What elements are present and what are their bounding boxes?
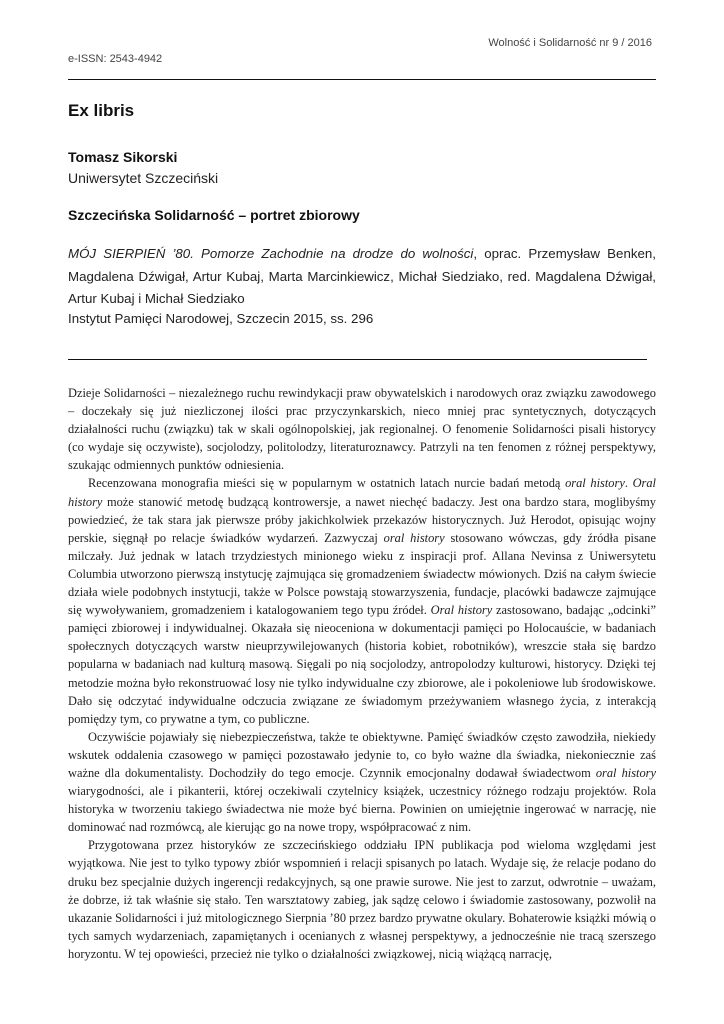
- review-body: [68, 384, 656, 963]
- review-title: Szczecińska Solidarność – portret zbiorowy: [68, 207, 360, 223]
- reference-divider: [68, 359, 647, 360]
- book-reference: [68, 243, 656, 311]
- paragraph-1: Dzieje Solidarności – niezależnego ruchu rewindykacji praw obywatelskich i narodowych oraz związku zawodowego – doczekały się już niezliczonej ilości prac przyczynkarskich, nieco mniej prac syntetycznych, dotyczących działalności ruchu (związku) tak w skali ogólnopolskiej, jak regionalnej. O fenomenie Solidarności pisali historycy (co wydaje się oczywiste), socjolodzy, politolodzy, literaturoznawcy. Patrzyli na ten fenomen z różnej perspektywy, szukając odmiennych punktów odniesienia.: [68, 386, 656, 473]
- author-affiliation: Uniwersytet Szczeciński: [68, 170, 219, 186]
- book-publisher: Instytut Pamięci Narodowej, Szczecin 2015, ss. 296: [68, 311, 374, 326]
- book-title: MÓJ SIERPIEŃ ’80. Pomorze Zachodnie na drodze do wolności: [68, 246, 474, 261]
- italic-term: oral history: [565, 476, 625, 491]
- italic-term: Oral history: [430, 603, 493, 618]
- journal-issue: Wolność i Solidarność nr 9 / 2016: [488, 37, 652, 49]
- italic-term: oral history: [595, 765, 656, 780]
- text-run: stosowano wówczas, gdy źródła pisane milczały. Już jednak w latach trzydziestych minionego wieku z inspiracji prof. Allana Nevinsa z Uniwersytetu Columbia utworzono pierwszą instytucję zajmująca się gromadzeniem świadectw mówionych. Dziś na całym świecie działa wiele podobnych instytucji, także w Polsce powstają stowarzyszenia, fundacje, placówki badawcze zajmujące się wywoływaniem, gromadzeniem i katalogowaniem tego typu źródeł.: [68, 530, 657, 618]
- paragraph-2: [68, 474, 656, 727]
- author-name: Tomasz Sikorski: [68, 149, 178, 165]
- paragraph-3: [68, 728, 656, 837]
- issn-label: e-ISSN: 2543-4942: [68, 53, 163, 65]
- text-run: zastosowano, badając „odcinki” pamięci zbiorowej i indywidualnej. Okazała się nieoceniona w dokumentacji pamięci po Holocauście, w badaniach społecznych dotyczących warstw nieuprzywilejowanych (historia kobiet, robotników), wreszcie stała się bardzo popularna w badaniach nad kulturą masową. Sięgali po nią socjolodzy, antropolodzy kulturowi, historycy. Dzięki tej metodzie można było rekonstruować losy nie tylko indywidualne czy zbiorowe, ale i pokoleniowe lub środowiskowe. Dało się odczytać indywidualne odczucia związane ze świadomym przeżywaniem własnego życia, z interakcją pomiędzy tym, co prywatne a tym, co publiczne.: [68, 603, 656, 726]
- text-run: .: [624, 476, 633, 491]
- paragraph-4: Przygotowana przez historyków ze szczecińskiego oddziału IPN publikacja pod wieloma względami jest wyjątkowa. Nie jest to tylko typowy zbiór wspomnień i relacji spisanych po latach. Wydaje się, że relacje podano do druku bez specjalnie dużych ingerencji redakcyjnych, są one prawie surowe. Nie jest to zarzut, odwrotnie – uważam, że dobrze, iż tak właśnie się stało. Ten warsztatowy zabieg, jak sądzę celowo i świadomie zastosowany, pozwolił na ukazanie Solidarności i już mitologicznego Sierpnia ’80 przez bardzo prywatne okulary. Bohaterowie książki mówią o tych samych wydarzeniach, zapamiętanych i ocenianych z własnej perspektywy, a jednocześnie nie tracą szerszego horyzontu. W tej opowieści, przecież nie tylko o działalności związkowej, nicią wiążącą narrację,: [68, 838, 656, 961]
- text-run: Recenzowana monografia mieści się w popularnym w ostatnich latach nurcie badań metodą: [88, 476, 566, 491]
- book-credits: , oprac. Przemysław Benken, Magdalena Dźwigał, Artur Kubaj, Marta Marcinkiewicz, Michał Siedziako, red. Magdalena Dźwigał, Artur Kubaj i Michał Siedziako: [68, 246, 656, 306]
- header-divider: [68, 79, 656, 80]
- text-run: może stanowić metodę budzącą kontrowersje, a nawet niechęć badaczy. Jest ona bardzo stara, moglibyśmy powiedzieć, że tak stara jak pierwsze próby jakichkolwiek przekazów historycznych. Już Herodot, opisując wojny perskie, sięgnął po relacje świadków wydarzeń. Zazwyczaj: [68, 494, 656, 545]
- text-run: Oczywiście pojawiały się niebezpieczeństwa, także te obiektywne. Pamięć świadków często zawodziła, niekiedy wskutek oddalenia czasowego w pamięci pozostawało jedynie to, co było ważne dla świadka, niekoniecznie zaś ważne dla dokumentalisty. Dochodziły do tego emocje. Czynnik emocjonalny dodawał świadectwom: [68, 729, 656, 780]
- section-title: Ex libris: [68, 101, 135, 120]
- italic-term: Oral history: [68, 476, 657, 509]
- italic-term: oral history: [383, 530, 445, 545]
- text-run: wiarygodności, ale i pikanterii, której oczekiwali czytelnicy książek, uczestnicy różnego rodzaju projektów. Rola historyka w tworzeniu takiego świadectwa nie może być bierna. Powinien on umiejętnie ingerować w narrację, nie dominować nad rozmówcą, ale kierując go na nowe tropy, współpracować z nim.: [68, 784, 656, 835]
